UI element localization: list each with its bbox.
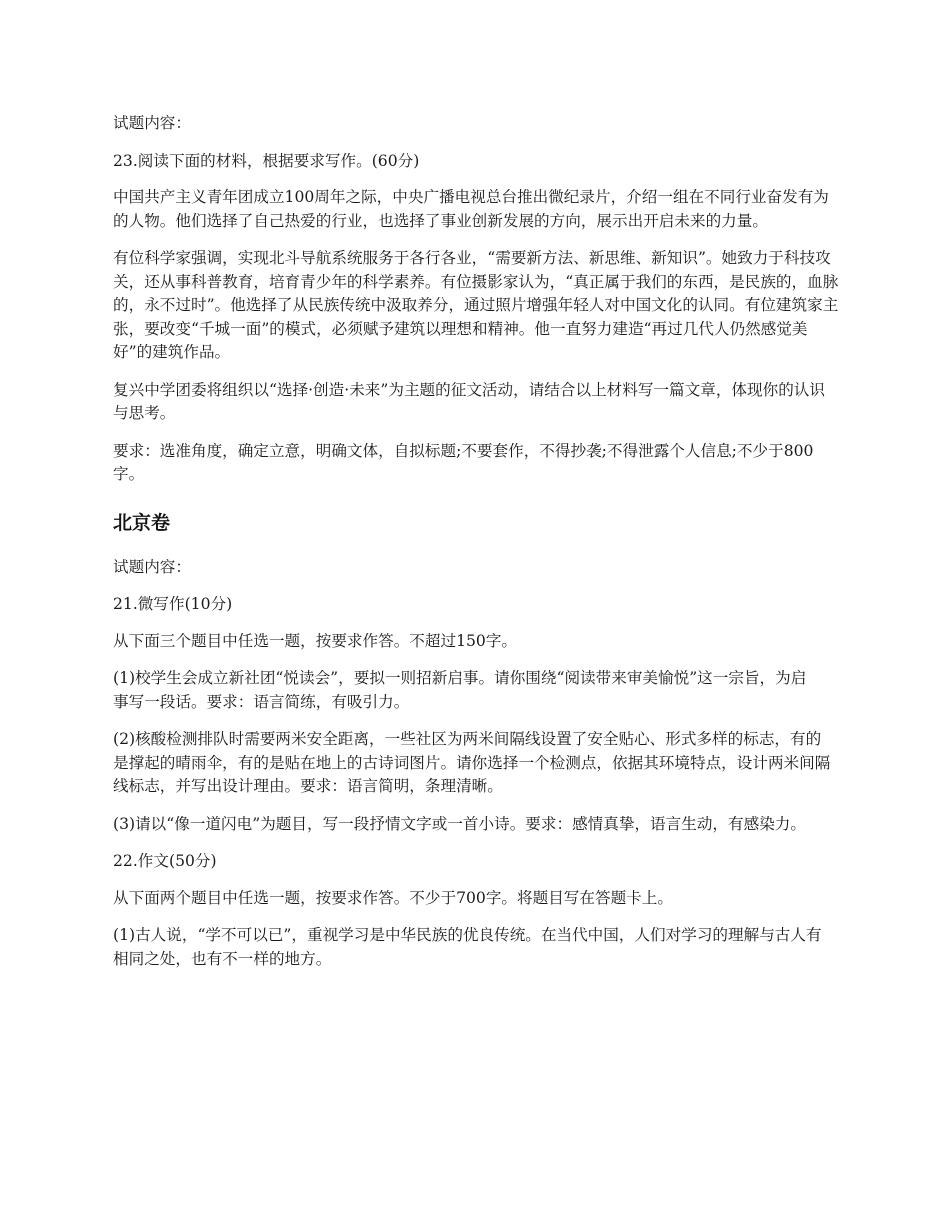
option-paragraph: (1)古人说，“学不可以已”，重视学习是中华民族的优良传统。在当代中国，人们对学习的理解与古人有相同之处，也有不一样的地方。 <box>113 926 822 968</box>
instruction-paragraph: 从下面两个题目中任选一题，按要求作答。不少于700字。将题目写在答题卡上。 <box>113 888 673 907</box>
requirement-paragraph: 要求：选准角度，确定立意，明确文体，自拟标题;不要套作，不得抄袭;不得泄露个人信息;不少于800字。 <box>113 441 814 483</box>
option-paragraph: (3)请以“像一道闪电”为题目，写一段抒情文字或一首小诗。要求：感情真挚，语言生动，有感染力。 <box>113 814 806 833</box>
section-heading: 北京卷 <box>113 511 171 534</box>
option-paragraph: (2)核酸检测排队时需要两米安全距离，一些社区为两米间隔线设置了安全贴心、形式多样的标志，有的是撑起的晴雨伞，有的是贴在地上的古诗词图片。请你选择一个检测点，依据其环境特点，设计两米间隔线标志，并写出设计理由。要求：语言简明，条理清晰。 <box>113 730 831 795</box>
material-paragraph: 中国共产主义青年团成立100周年之际，中央广播电视总台推出微纪录片，介绍一组在不同行业奋发有为的人物。他们选择了自己热爱的行业，也选择了事业创新发展的方向，展示出开启未来的力量。 <box>113 188 829 230</box>
task-paragraph: 复兴中学团委将组织以“选择·创造·未来”为主题的征文活动，请结合以上材料写一篇文章，体现你的认识与思考。 <box>113 380 825 422</box>
content-label: 试题内容： <box>113 114 191 132</box>
question-title: 21.微写作(10分) <box>113 595 233 613</box>
option-paragraph: (1)校学生会成立新社团“悦读会”，要拟一则招新启事。请你围绕“阅读带来审美愉悦”这一宗旨，为启事写一段话。要求：语言简练，有吸引力。 <box>113 669 807 711</box>
content-label: 试题内容： <box>113 557 191 576</box>
question-title: 23.阅读下面的材料，根据要求写作。(60分) <box>113 151 420 170</box>
instruction-paragraph: 从下面三个题目中任选一题，按要求作答。不超过150字。 <box>113 631 518 650</box>
material-paragraph: 有位科学家强调，实现北斗导航系统服务于各行各业，“需要新方法、新思维、新知识”。她致力于科技攻关，还从事科普教育，培育青少年的科学素养。有位摄影家认为，“真正属于我们的东西，是民族的，血脉的，永不过时”。他选择了从民族传统中汲取养分，通过照片增强年轻人对中国文化的认同。有位建筑家主张，要改变“千城一面”的模式，必须赋予建筑以理想和精神。他一直努力建造“再过几代人仍然感觉美好”的建筑作品。 <box>113 249 839 361</box>
question-title: 22.作文(50分) <box>113 852 217 870</box>
